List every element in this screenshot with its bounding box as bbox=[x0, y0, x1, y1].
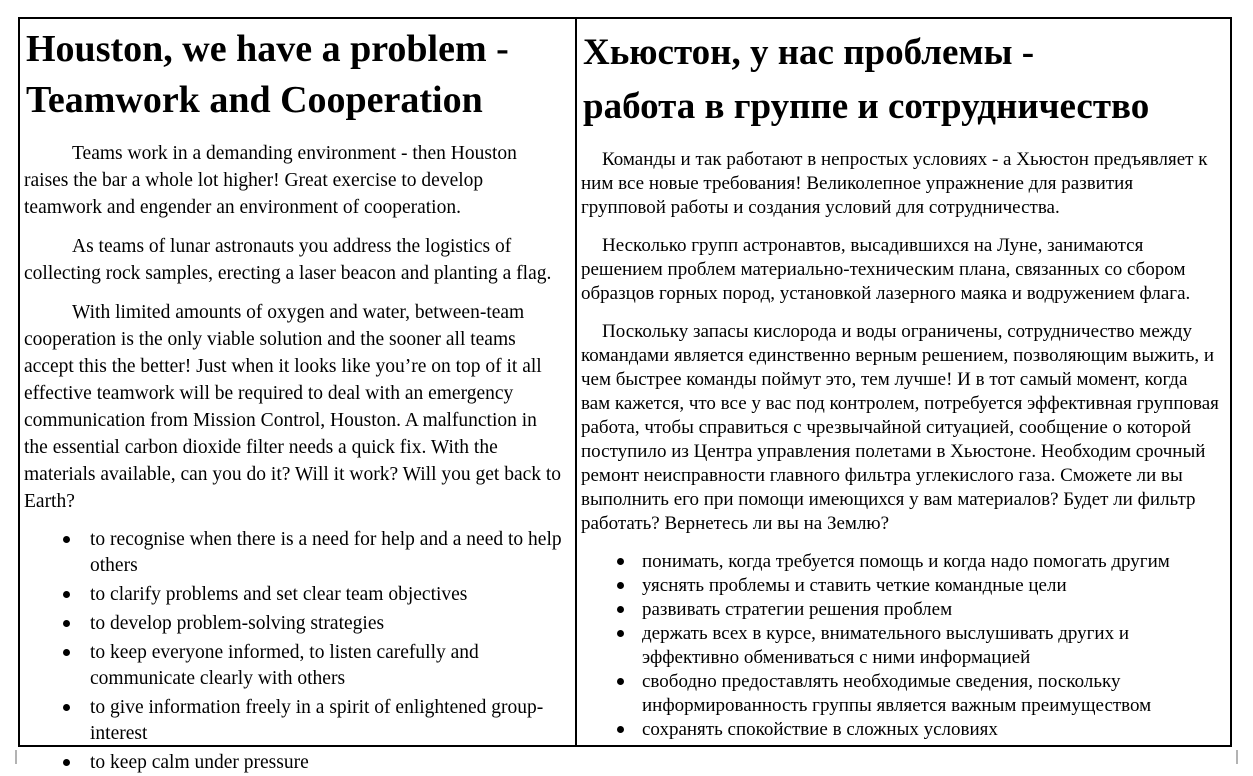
list-item bbox=[90, 695, 565, 747]
english-title-line-1: Houston, we have a problem - bbox=[26, 28, 509, 70]
bullet-icon bbox=[63, 704, 70, 711]
english-cell bbox=[20, 19, 577, 773]
bullet-icon bbox=[63, 649, 70, 656]
list-item bbox=[642, 718, 1220, 742]
english-paragraph-1: Teams work in a demanding environment - then Houston raises the bar a whole lot higher! Great exercise to develop teamwork and engender an environment of cooperation. bbox=[24, 143, 517, 218]
list-item-text: уяснять проблемы и ставить четкие командные цели bbox=[642, 575, 1067, 596]
bilingual-table bbox=[18, 17, 1232, 773]
list-item bbox=[642, 622, 1220, 670]
bullet-icon bbox=[617, 558, 624, 565]
bullet-icon bbox=[617, 606, 624, 613]
bullet-icon bbox=[63, 620, 70, 627]
bullet-icon bbox=[617, 630, 624, 637]
next-row-left-border bbox=[15, 750, 17, 764]
list-item bbox=[90, 611, 565, 637]
list-item-text: сохранять спокойствие в сложных условиях bbox=[642, 719, 998, 740]
list-item-text: to clarify problems and set clear team objectives bbox=[90, 584, 468, 605]
english-title-line-2: Teamwork and Cooperation bbox=[26, 79, 483, 121]
bullet-icon bbox=[63, 536, 70, 543]
russian-cell bbox=[577, 19, 1230, 745]
russian-bullet-list bbox=[581, 550, 1220, 742]
list-item bbox=[90, 582, 565, 608]
russian-paragraph-2: Несколько групп астронавтов, высадившихся на Луне, занимаются решением проблем материально-техническим плана, связанных со сбором образцов горных пород, установкой лазерного маяка и водружением флага. bbox=[581, 235, 1191, 304]
next-row-right-border bbox=[1236, 750, 1238, 764]
bullet-icon bbox=[617, 582, 624, 589]
list-item-text: to keep everyone informed, to listen carefully and communicate clearly with others bbox=[90, 642, 479, 689]
list-item-text: свободно предоставлять необходимые сведения, поскольку информированность группы является важным преимуществом bbox=[642, 671, 1152, 716]
list-item bbox=[90, 640, 565, 692]
list-item bbox=[642, 550, 1220, 574]
list-item bbox=[642, 670, 1220, 718]
russian-title-line-2: работа в группе и сотрудничество bbox=[583, 86, 1150, 127]
english-paragraph-3: With limited amounts of oxygen and water, between-team cooperation is the only viable solution and the sooner all teams accept this the better! Just when it looks like you’re on top of it all effective teamwork will be required to deal with an emergency communication from Mission Control, Houston. A malfunction in the essential carbon dioxide filter needs a quick fix. With the materials available, can you do it? Will it work? Will you get back to Earth? bbox=[24, 302, 562, 512]
russian-paragraph-1: Команды и так работают в непростых условиях - а Хьюстон предъявляет к ним все новые требования! Великолепное упражнение для развития групповой работы и создания условий для сотрудничества. bbox=[581, 149, 1208, 218]
list-item bbox=[90, 527, 565, 579]
list-item-text: to develop problem-solving strategies bbox=[90, 613, 385, 634]
list-item-text: держать всех в курсе, внимательного выслушивать других и эффективно обмениваться с ними информацией bbox=[642, 623, 1130, 668]
bullet-icon bbox=[63, 591, 70, 598]
list-item bbox=[642, 598, 1220, 622]
bullet-icon bbox=[617, 678, 624, 685]
english-paragraph-2: As teams of lunar astronauts you address the logistics of collecting rock samples, erecting a laser beacon and planting a flag. bbox=[24, 236, 552, 284]
bullet-icon bbox=[63, 759, 70, 766]
list-item-text: to give information freely in a spirit of enlightened group-interest bbox=[90, 697, 544, 744]
russian-title bbox=[583, 26, 1220, 134]
english-title bbox=[26, 24, 565, 126]
bullet-icon bbox=[617, 726, 624, 733]
list-item-text: to keep calm under pressure bbox=[90, 752, 309, 773]
list-item bbox=[642, 574, 1220, 598]
list-item bbox=[90, 750, 565, 776]
russian-paragraph-3: Поскольку запасы кислорода и воды ограничены, сотрудничество между командами является единственно верным решением, позволяющим выжить, и чем быстрее команды поймут это, тем лучше! И в тот самый момент, когда вам кажется, что все у вас под контролем, потребуется эффективная групповая работа, чтобы справиться с чрезвычайной ситуацией, сообщение о которой поступило из Центра управления полетами в Хьюстоне. Необходим срочный ремонт неисправности главного фильтра углекислого газа. Сможете ли вы выполнить его при помощи имеющихся у вам материалов? Будет ли фильтр работать? Вернетесь ли вы на Землю? bbox=[581, 321, 1219, 534]
english-bullet-list bbox=[24, 527, 565, 776]
list-item-text: to recognise when there is a need for help and a need to help others bbox=[90, 529, 562, 576]
list-item-text: понимать, когда требуется помощь и когда надо помогать другим bbox=[642, 551, 1170, 572]
russian-title-line-1: Хьюстон, у нас проблемы - bbox=[583, 32, 1035, 73]
list-item-text: развивать стратегии решения проблем bbox=[642, 599, 953, 620]
